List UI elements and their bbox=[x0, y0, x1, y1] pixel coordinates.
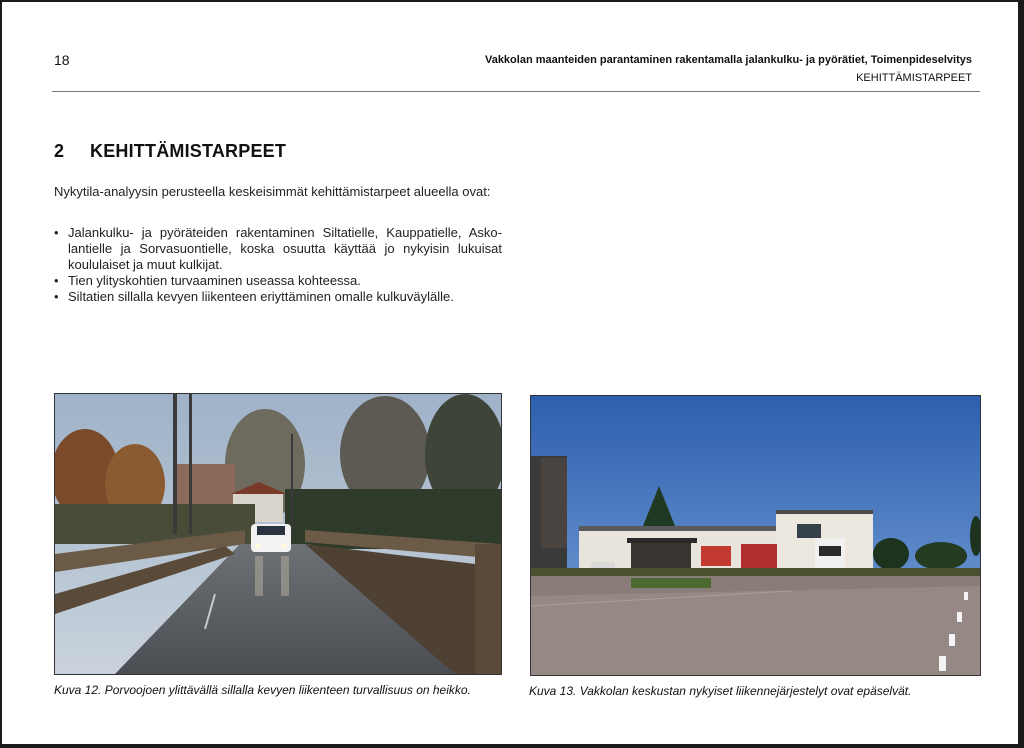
bullet-item: • Jalankulku- ja pyöräteiden rakentaminen Siltatielle, Kauppatielle, Asko-lantielle ja Sorvasuontielle, koska osuutta käyttää jo nykyisin lukuisat koululaiset ja muut kulkijat. bbox=[54, 225, 502, 273]
header-divider bbox=[52, 91, 980, 92]
figure-caption: Kuva 13. Vakkolan keskustan nykyiset liikennejärjestelyt ovat epäselvät. bbox=[529, 684, 912, 698]
bullet-list bbox=[54, 225, 502, 305]
running-header-title: Vakkolan maanteiden parantaminen rakentamalla jalankulku- ja pyörätiet, Toimenpideselvitys bbox=[484, 54, 972, 66]
page-number: 18 bbox=[54, 52, 70, 68]
bridge-road-photo bbox=[54, 393, 502, 675]
intro-paragraph: Nykytila-analyysin perusteella keskeisimmät kehittämistarpeet alueella ovat: bbox=[54, 184, 491, 199]
bullet-item: • Tien ylityskohtien turvaaminen useassa kohteessa. bbox=[54, 273, 502, 289]
figure-caption: Kuva 12. Porvoojoen ylittävällä sillalla kevyen liikenteen turvallisuus on heikko. bbox=[54, 683, 471, 697]
town-center-photo bbox=[530, 395, 981, 676]
section-title: KEHITTÄMISTARPEET bbox=[90, 141, 287, 161]
section-number: 2 bbox=[54, 141, 65, 161]
running-header-subtitle: KEHITTÄMISTARPEET bbox=[856, 72, 972, 84]
document-page bbox=[2, 2, 1018, 744]
bullet-item: • Siltatien sillalla kevyen liikenteen eriyttäminen omalle kulkuväylälle. bbox=[54, 289, 502, 305]
section-heading bbox=[54, 141, 286, 162]
